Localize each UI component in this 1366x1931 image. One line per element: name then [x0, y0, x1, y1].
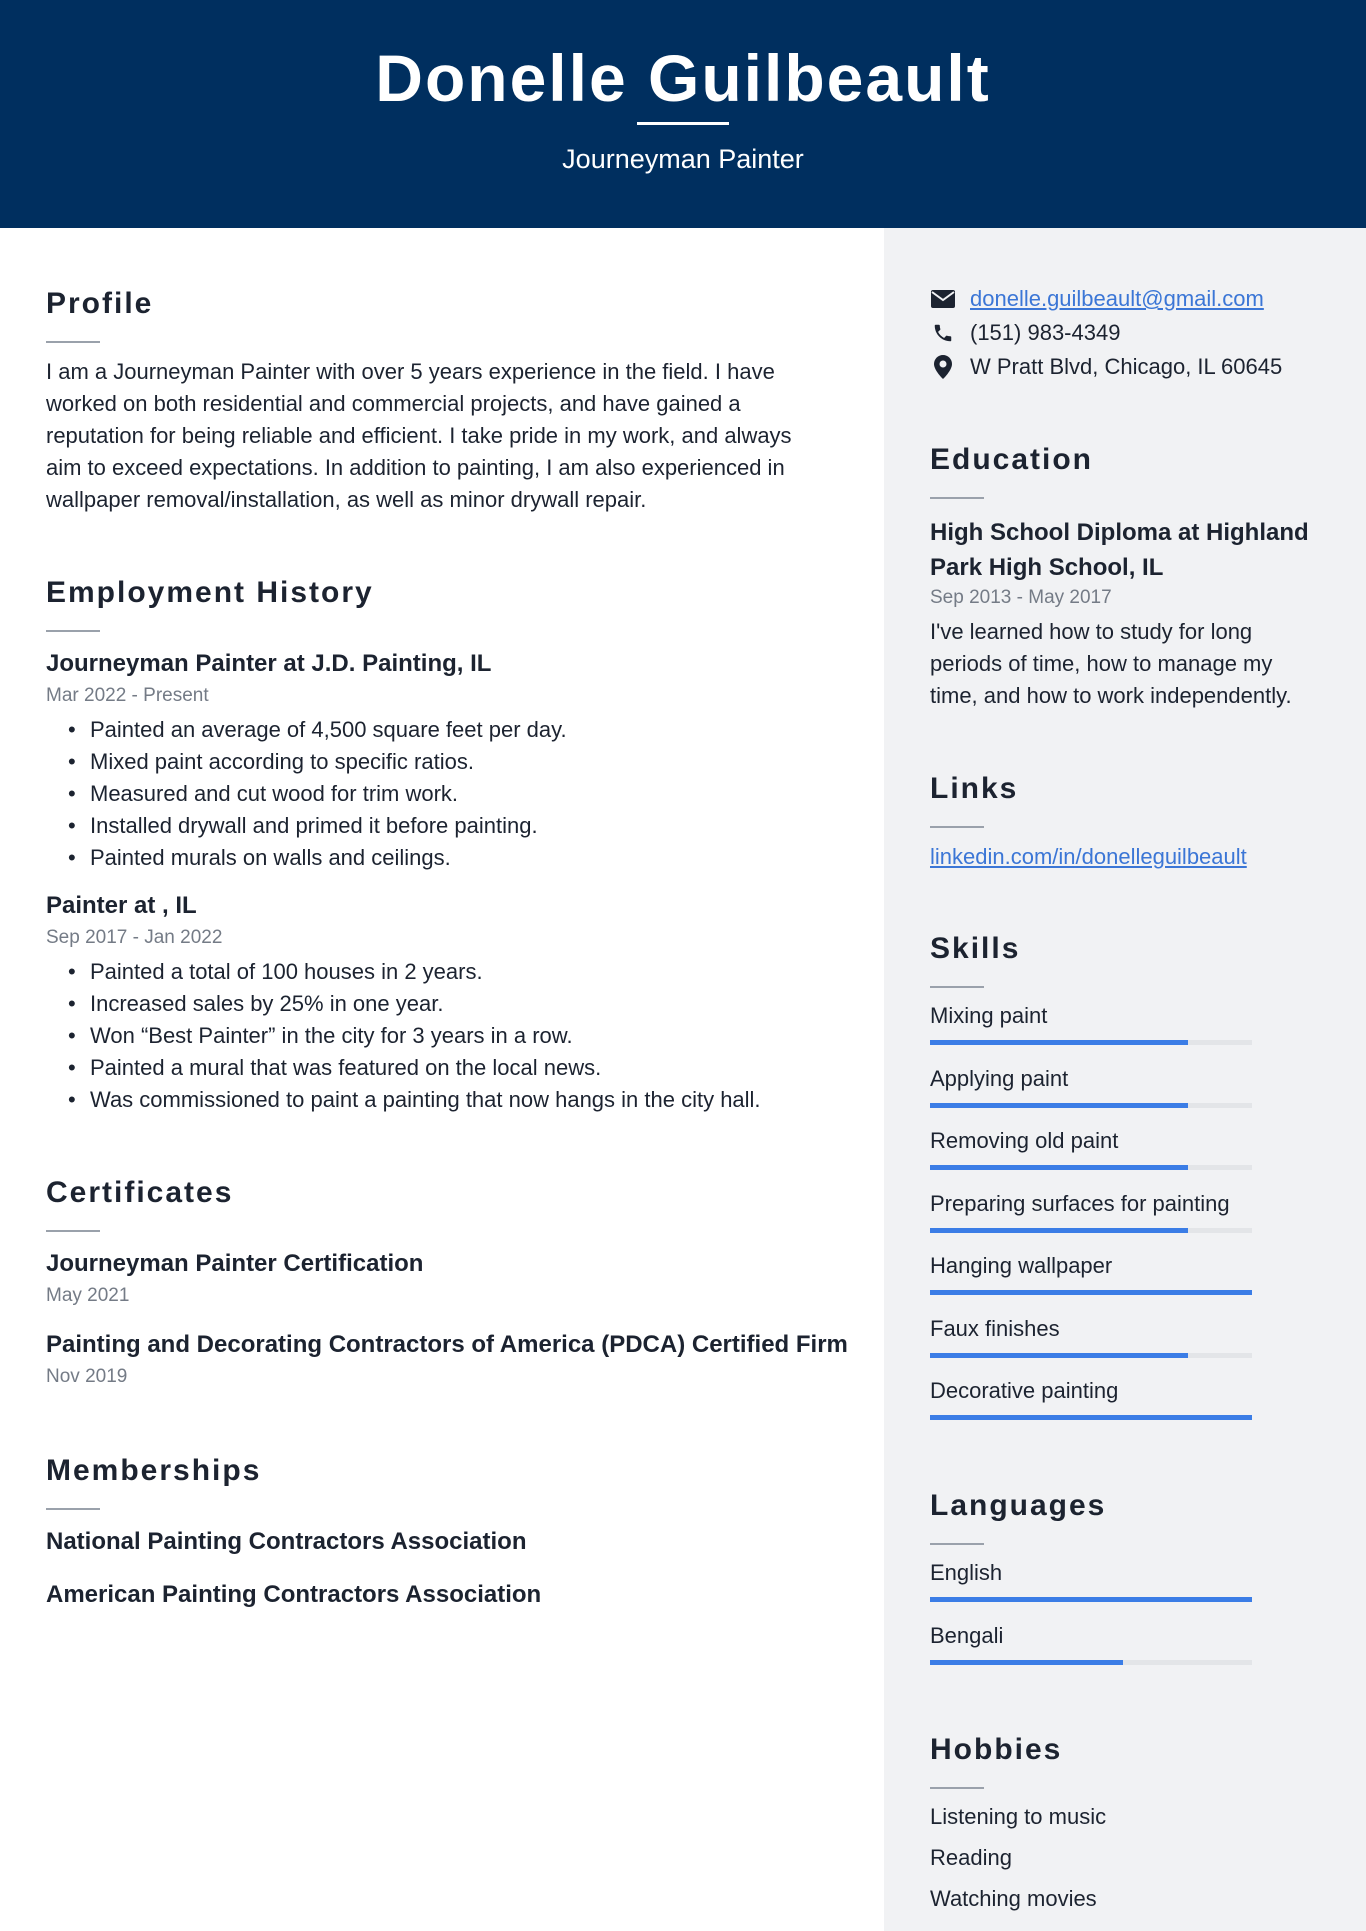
- resume-header: [0, 0, 1366, 228]
- list-item: • Painted an average of 4,500 square feet per day.: [46, 714, 567, 746]
- linkedin-link[interactable]: linkedin.com/in/donelleguilbeault: [930, 844, 1247, 869]
- phone-text: (151) 983-4349: [970, 320, 1121, 345]
- skills-divider: [930, 986, 984, 988]
- links-divider: [930, 826, 984, 828]
- languages-divider: [930, 1543, 984, 1545]
- languages-heading: Languages: [930, 1489, 1107, 1522]
- list-item: • Painted a total of 100 houses in 2 years.: [46, 956, 761, 988]
- list-item: • Was commissioned to paint a painting that now hangs in the city hall.: [46, 1084, 761, 1116]
- skill-level-fill: [930, 1415, 1252, 1420]
- skill-level-fill: [930, 1290, 1252, 1295]
- hobby-item: Listening to music: [930, 1804, 1107, 1829]
- hobby-item: Reading: [930, 1845, 1012, 1870]
- profile-line: I am a Journeyman Painter with over 5 years experience in the field. I have: [46, 359, 775, 384]
- profile-text: [46, 356, 846, 516]
- skill-level-bar: [930, 1103, 1252, 1108]
- skill-label: Applying paint: [930, 1065, 1069, 1091]
- language-level-fill: [930, 1597, 1252, 1602]
- skill-level-bar: [930, 1290, 1252, 1295]
- profile-divider: [46, 341, 100, 343]
- hobby-item: Watching movies: [930, 1886, 1097, 1911]
- education-description: [930, 616, 1350, 712]
- list-item: • Measured and cut wood for trim work.: [46, 778, 567, 810]
- location-pin-icon: [930, 354, 956, 380]
- links-heading: Links: [930, 772, 1019, 805]
- profile-line: wallpaper removal/installation, as well as minor drywall repair.: [46, 487, 647, 512]
- job-title-2: Painter at , IL: [46, 892, 197, 919]
- education-divider: [930, 497, 984, 499]
- list-item: • Won “Best Painter” in the city for 3 years in a row.: [46, 1020, 761, 1052]
- skill-label: Faux finishes: [930, 1315, 1060, 1341]
- certificate-title-1: Journeyman Painter Certification: [46, 1250, 424, 1277]
- education-desc-line: periods of time, how to manage my: [930, 651, 1273, 676]
- skill-label: Hanging wallpaper: [930, 1253, 1113, 1278]
- language-level-bar: [930, 1597, 1252, 1602]
- certificates-heading: Certificates: [46, 1176, 234, 1209]
- education-desc-line: time, and how to work independently.: [930, 683, 1292, 708]
- candidate-name: Donelle Guilbeault: [375, 41, 991, 115]
- language-label: English: [930, 1560, 1003, 1585]
- skill-level-bar: [930, 1228, 1252, 1233]
- job-title: Journeyman Painter: [562, 144, 804, 174]
- memberships-divider: [46, 1508, 100, 1510]
- skill-level-fill: [930, 1103, 1188, 1108]
- skill-level-bar: [930, 1353, 1252, 1358]
- skill-level-bar: [930, 1415, 1252, 1420]
- header-divider: [637, 122, 729, 125]
- job-dates-1: Mar 2022 - Present: [46, 685, 209, 706]
- language-label: Bengali: [930, 1622, 1004, 1648]
- skill-label: Removing old paint: [930, 1128, 1119, 1153]
- envelope-icon: [930, 286, 956, 312]
- certificate-date-1: May 2021: [46, 1285, 130, 1306]
- contact-phone-row: [930, 317, 1120, 349]
- education-title-line: High School Diploma at Highland: [930, 519, 1309, 546]
- education-heading: Education: [930, 443, 1094, 476]
- memberships-heading: Memberships: [46, 1454, 262, 1487]
- job-bullets-2: [46, 956, 761, 1116]
- skill-label: Decorative painting: [930, 1378, 1119, 1403]
- list-item: • Mixed paint according to specific ratios.: [46, 746, 567, 778]
- profile-line: worked on both residential and commercial projects, and have gained a: [46, 391, 741, 416]
- skill-label: Mixing paint: [930, 1003, 1048, 1028]
- certificates-divider: [46, 1230, 100, 1232]
- education-desc-line: I've learned how to study for long: [930, 619, 1253, 644]
- employment-divider: [46, 630, 100, 632]
- skill-level-bar: [930, 1165, 1252, 1170]
- language-level-bar: [930, 1660, 1252, 1665]
- skill-level-fill: [930, 1228, 1188, 1233]
- language-level-fill: [930, 1660, 1123, 1665]
- profile-line: reputation for being reliable and efficient. I take pride in my work, and always: [46, 423, 792, 448]
- education-title-line: Park High School, IL: [930, 554, 1164, 581]
- hobbies-heading: Hobbies: [930, 1733, 1063, 1766]
- list-item: • Installed drywall and primed it before painting.: [46, 810, 567, 842]
- skill-level-fill: [930, 1353, 1188, 1358]
- job-title-1: Journeyman Painter at J.D. Painting, IL: [46, 650, 492, 677]
- skills-heading: Skills: [930, 932, 1021, 965]
- job-bullets-1: [46, 714, 567, 874]
- profile-line: aim to exceed expectations. In addition to painting, I am also experienced in: [46, 455, 785, 480]
- list-item: • Increased sales by 25% in one year.: [46, 988, 761, 1020]
- employment-heading: Employment History: [46, 576, 374, 609]
- skill-level-fill: [930, 1165, 1188, 1170]
- education-title: [930, 515, 1309, 585]
- membership-item-2: American Painting Contractors Association: [46, 1581, 542, 1608]
- skill-level-fill: [930, 1040, 1188, 1045]
- education-dates: Sep 2013 - May 2017: [930, 587, 1112, 608]
- skill-label: Preparing surfaces for painting: [930, 1190, 1230, 1216]
- certificate-date-2: Nov 2019: [46, 1366, 128, 1387]
- list-item: • Painted a mural that was featured on the local news.: [46, 1052, 761, 1084]
- contact-address-row: [930, 351, 1282, 383]
- certificate-title-2: Painting and Decorating Contractors of America (PDCA) Certified Firm: [46, 1331, 848, 1358]
- membership-item-1: National Painting Contractors Association: [46, 1528, 527, 1555]
- email-link[interactable]: donelle.guilbeault@gmail.com: [970, 286, 1264, 311]
- skill-level-bar: [930, 1040, 1252, 1045]
- profile-heading: Profile: [46, 287, 154, 320]
- job-dates-2: Sep 2017 - Jan 2022: [46, 927, 223, 948]
- phone-icon: [930, 320, 956, 346]
- list-item: • Painted murals on walls and ceilings.: [46, 842, 567, 874]
- contact-email-row: [930, 283, 1264, 315]
- hobbies-divider: [930, 1787, 984, 1789]
- address-text: W Pratt Blvd, Chicago, IL 60645: [970, 354, 1283, 379]
